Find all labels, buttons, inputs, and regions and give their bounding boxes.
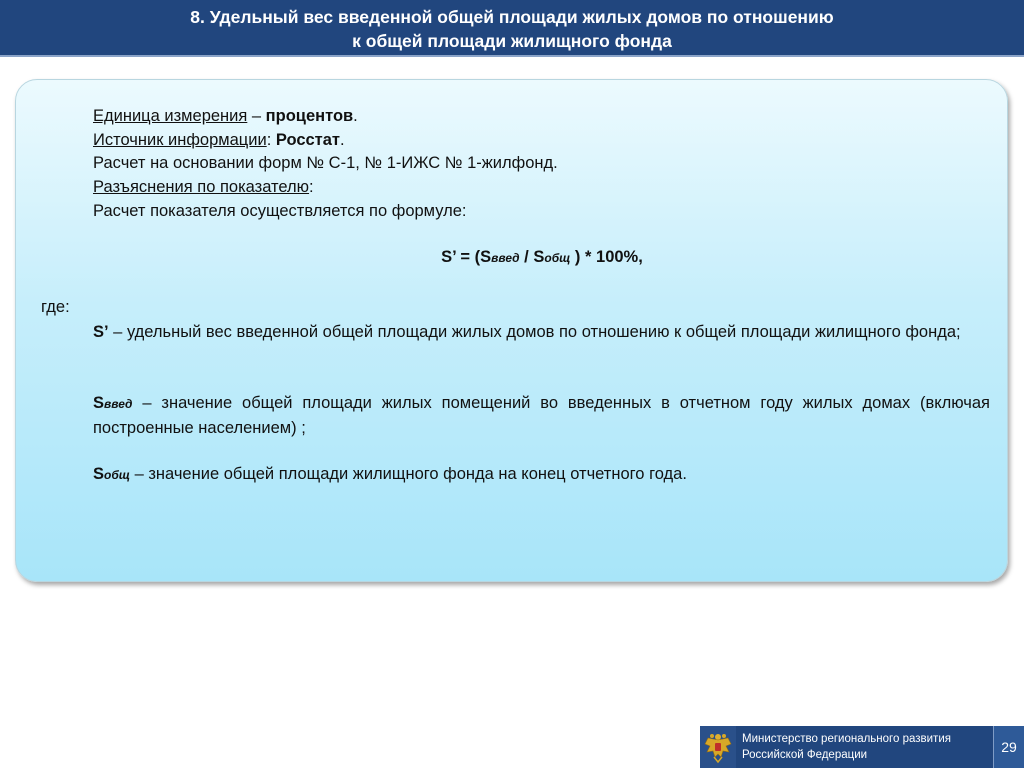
unit-value: процентов <box>265 107 354 125</box>
ministry-line2: Российской Федерации <box>742 748 868 761</box>
unit-separator: – <box>247 107 266 125</box>
unit-end: . <box>353 107 358 125</box>
def3-text: – значение общей площади жилищного фонда на конец отчетного года. <box>130 465 687 483</box>
definition-s-vved <box>93 391 990 440</box>
formula-sub1: введ <box>491 251 520 265</box>
formula-part2: / S <box>519 248 545 266</box>
formula-intro: Расчет показателя осуществляется по формуле: <box>93 202 467 220</box>
explain-line <box>93 176 314 200</box>
explain-end: : <box>309 178 314 196</box>
ministry-name <box>742 732 951 763</box>
source-value: Росстат <box>275 131 341 149</box>
explain-label: Разъяснения по показателю <box>93 178 310 196</box>
slide-title-bar <box>0 0 1024 57</box>
def1-text: – удельный вес введенной общей площади жилых домов по отношению к общей площади жилищного фонда; <box>108 323 961 341</box>
def1-symbol: S’ <box>93 323 109 341</box>
def2-sub: введ <box>104 397 133 411</box>
formula-sub2: общ <box>544 251 571 265</box>
def3-sub: общ <box>104 468 130 482</box>
source-line <box>93 129 345 153</box>
unit-line <box>93 105 358 129</box>
definition-s-prime <box>93 320 990 344</box>
calc-basis-line: Расчет на основании форм № С-1, № 1-ИЖС № 1-жилфонд. <box>93 154 558 172</box>
slide-title-line1: 8. Удельный вес введенной общей площади жилых домов по отношению <box>190 7 834 27</box>
def2-symbol: S <box>93 394 105 412</box>
source-end: . <box>340 131 345 149</box>
footer-bar <box>700 726 1024 768</box>
page-number: 29 <box>993 726 1024 768</box>
source-label: Источник информации <box>93 131 267 149</box>
def2-text: – значение общей площади жилых помещений во введенных в отчетном году жилых домах (включая построенные населением) ; <box>93 394 990 437</box>
formula <box>0 248 1024 267</box>
formula-part1: S’ = (S <box>441 248 492 266</box>
slide-title-line2: к общей площади жилищного фонда <box>352 31 672 51</box>
source-separator: : <box>266 131 276 149</box>
formula-part3: ) * 100%, <box>570 248 643 266</box>
def3-symbol: S <box>93 465 105 483</box>
ministry-line1: Министерство регионального развития <box>742 733 951 745</box>
definition-s-obsh <box>93 462 990 487</box>
unit-label: Единица измерения <box>93 107 248 125</box>
where-label: где: <box>41 298 70 316</box>
double-headed-eagle-icon <box>700 726 736 768</box>
